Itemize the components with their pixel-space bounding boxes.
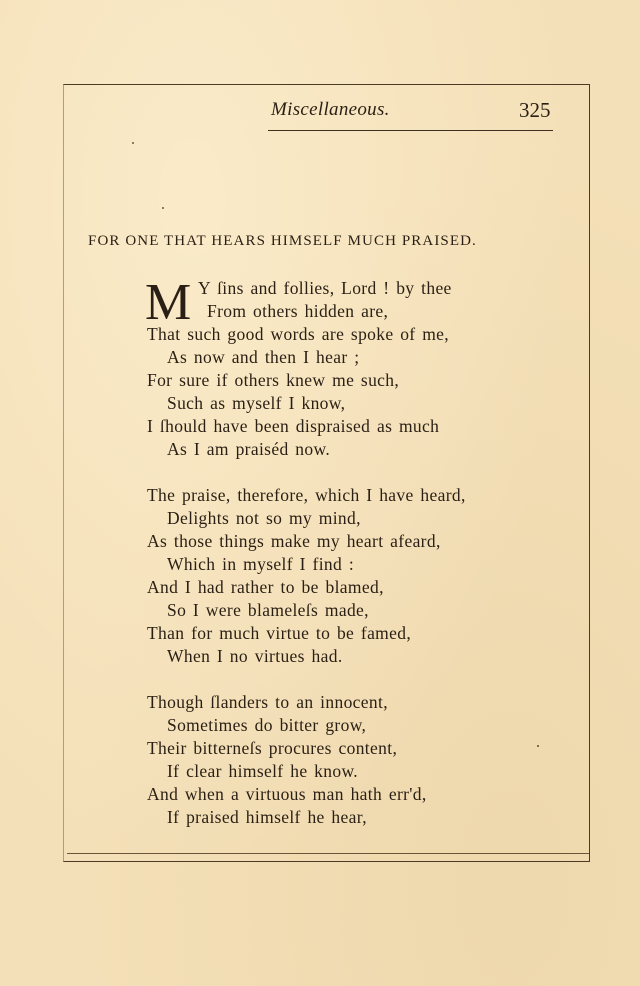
poem-line: When I no virtues had.	[167, 646, 343, 666]
poem-line: I ſhould have been dispraised as much	[147, 416, 440, 436]
header-rule	[268, 130, 553, 131]
poem-line: And when a virtuous man hath err'd,	[147, 784, 427, 804]
poem-line: Which in myself I find :	[167, 554, 355, 574]
poem-line: Though ſlanders to an innocent,	[147, 692, 388, 712]
poem-title: FOR ONE THAT HEARS HIMSELF MUCH PRAISED.	[88, 233, 477, 249]
poem-line: That such good words are spoke of me,	[147, 324, 450, 344]
poem-line: For sure if others knew me such,	[147, 370, 400, 390]
page-number: 325	[519, 98, 551, 122]
bottom-rule	[67, 853, 589, 854]
poem-line: If clear himself he know.	[167, 761, 359, 781]
running-title: Miscellaneous.	[271, 99, 390, 120]
poem-line: Than for much virtue to be famed,	[147, 623, 412, 643]
poem-line: As those things make my heart afeard,	[147, 531, 441, 551]
poem-line: Sometimes do bitter grow,	[167, 715, 367, 735]
poem-line: As I am praiséd now.	[167, 439, 331, 459]
drop-cap: M	[145, 274, 192, 331]
paper-speck	[537, 745, 539, 747]
poem-line: Y ſins and follies, Lord ! by thee	[198, 278, 452, 298]
paper-speck	[132, 142, 134, 144]
poem-line: If praised himself he hear,	[167, 807, 367, 827]
poem-line: And I had rather to be blamed,	[147, 577, 384, 597]
paper-speck	[162, 207, 164, 209]
poem-line: The praise, therefore, which I have heard,	[147, 485, 466, 505]
poem-line: So I were blameleſs made,	[167, 600, 369, 620]
poem-line: From others hidden are,	[207, 301, 389, 321]
poem-line: As now and then I hear ;	[167, 347, 360, 367]
poem-line: Delights not so my mind,	[167, 508, 361, 528]
poem-line: Their bitterneſs procures content,	[147, 738, 398, 758]
poem-line: Such as myself I know,	[167, 393, 346, 413]
